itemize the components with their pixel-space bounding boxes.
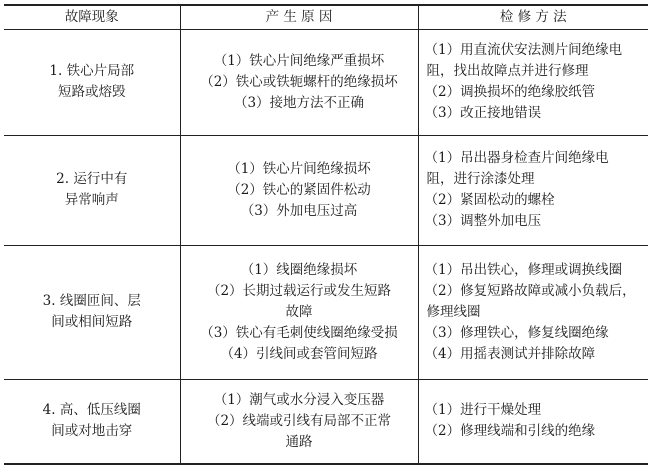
remedy-line: 修理线圈 [426,303,481,320]
header-remedy: 检 修 方 法 [418,5,648,29]
remedy-cell [418,379,648,464]
cause-line: （1）潮气或水分浸入变压器 [213,391,385,408]
cause-line: （1）铁心片间绝缘损坏 [227,160,371,177]
cause-cell [180,379,418,464]
remedy-line: 阻，进行涂漆处理 [426,171,535,187]
cause-line: （1）线圈绝缘损坏 [240,261,358,278]
cause-cell [180,245,418,379]
table-row [4,135,648,245]
remedy-line: （1）吊出铁心，修理或调换线圈 [424,261,623,278]
cause-line: （2）长期过载运行或发生短路 [206,282,392,299]
cause-cell [180,29,418,135]
cause-line: 通路 [285,433,313,450]
remedy-line: （2）调换损坏的绝缘胶纸管 [424,84,596,100]
table-row [4,29,648,135]
remedy-line: （1）进行干燥处理 [424,402,542,419]
remedy-line: （1）用直流伏安法测片间绝缘电 [424,42,623,58]
symptom-cell [4,379,180,464]
fault-repair-table [4,4,648,465]
remedy-line: （3）改正接地错误 [424,105,542,121]
remedy-cell [418,29,648,135]
header-row [4,5,648,29]
cause-line: （3）铁心有毛刺使线圈绝缘受损 [200,324,398,341]
remedy-cell [418,135,648,245]
symptom-line: 3. 线圈匝间、层 [42,293,141,309]
symptom-line: 短路或熔毁 [58,84,126,100]
cause-line: （2）线端或引线有局部不正常 [206,412,392,429]
remedy-line: （3）修理铁心，修复线圈绝缘 [424,324,609,341]
symptom-line: 间或对地击穿 [51,423,133,440]
header-cause: 产 生 原 因 [180,5,418,29]
remedy-line: （2）修理线端和引线的绝缘 [424,423,596,440]
cause-cell [180,135,418,245]
remedy-line: （2）紧固松动的螺栓 [424,192,555,208]
remedy-line: （2）修复短路故障或减小负载后， [424,282,636,299]
remedy-line: （4）用摇表测试并排除故障 [424,345,596,362]
cause-line: （2）铁心或铁轭螺杆的绝缘损坏 [200,73,398,90]
cause-line: 故障 [285,303,313,320]
symptom-line: 1. 铁心片局部 [49,63,135,79]
cause-line: （2）铁心的紧固件松动 [227,181,371,198]
cause-line: （3）接地方法不正确 [233,94,365,111]
symptom-line: 4. 高、低压线圈 [42,402,141,419]
cause-line: （1）铁心片间绝缘严重损坏 [213,52,385,69]
symptom-cell [4,29,180,135]
symptom-cell [4,135,180,245]
table-row [4,245,648,379]
remedy-line: （1）吊出器身检查片间绝缘电 [424,150,609,166]
symptom-line: 异常响声 [64,192,119,208]
symptom-line: 间或相间短路 [51,314,133,330]
remedy-line: 阻，找出故障点并进行修理 [426,63,589,79]
remedy-line: （3）调整外加电压 [424,213,542,229]
table-row [4,379,648,464]
cause-line: （3）外加电压过高 [240,202,358,219]
symptom-cell [4,245,180,379]
symptom-line: 2. 运行中有 [56,171,128,187]
header-symptom: 故障现象 [4,5,180,29]
cause-line: （4）引线间或套管间短路 [220,345,378,362]
remedy-cell [418,245,648,379]
